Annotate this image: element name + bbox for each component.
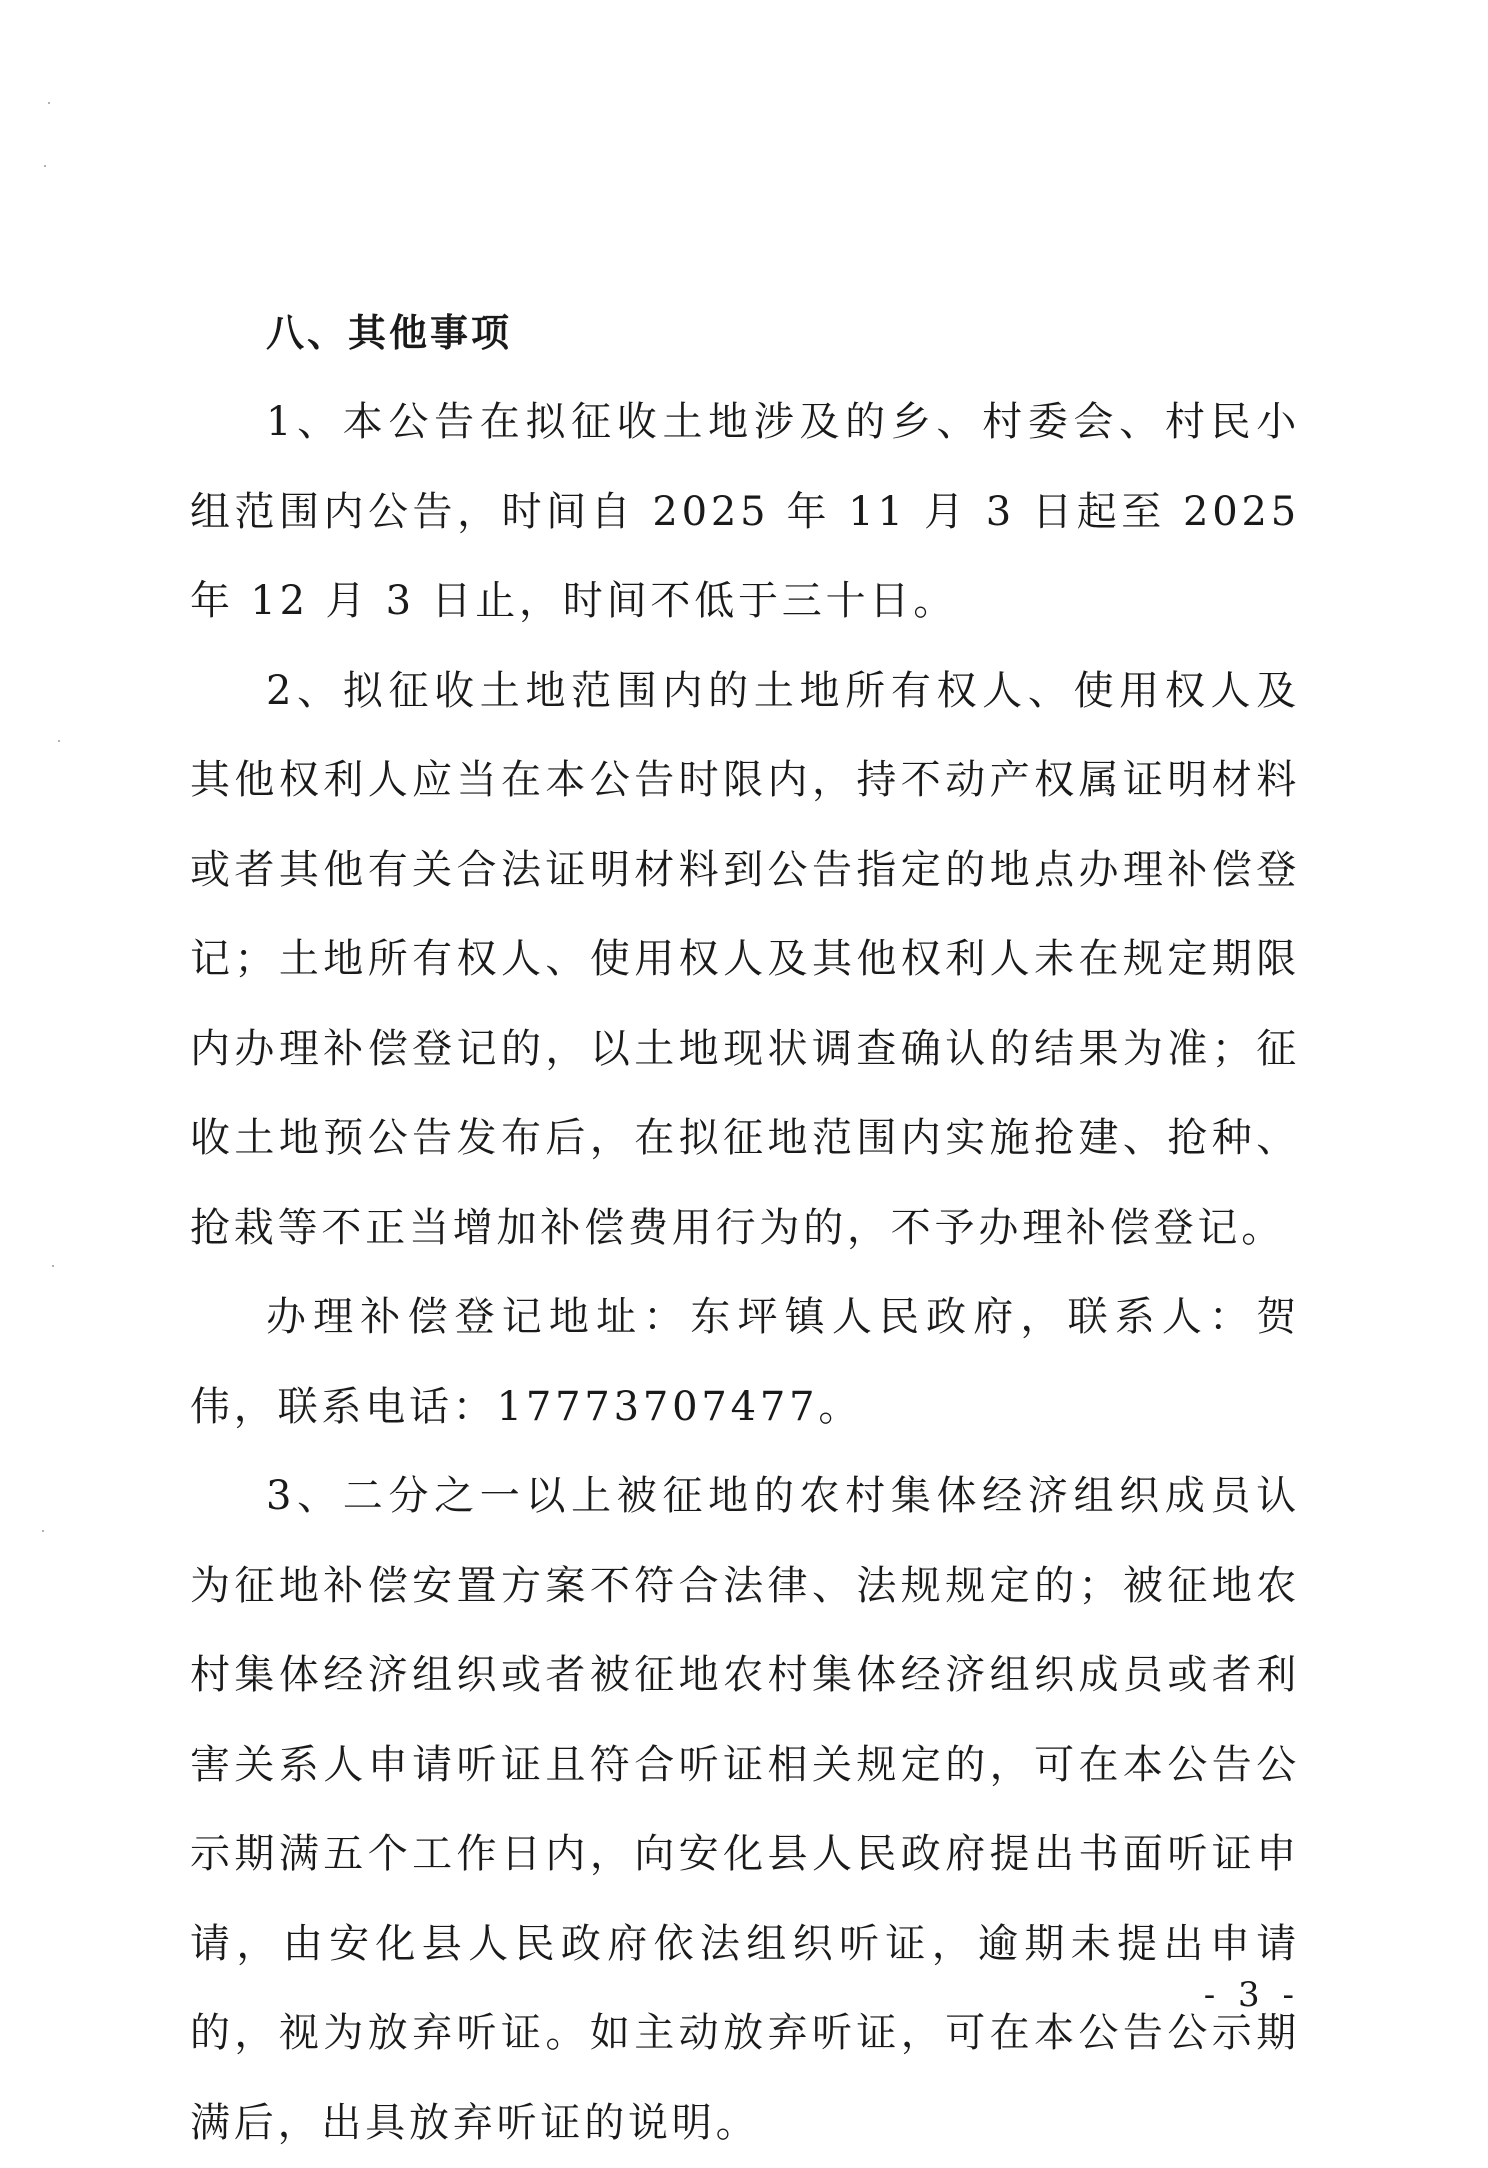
section-heading: 八、其他事项 <box>266 311 513 355</box>
page-number: - 3 - <box>1203 1975 1300 2015</box>
document-body <box>190 288 1300 2168</box>
paragraph-item-1: 1、本公告在拟征收土地涉及的乡、村委会、村民小组范围内公告，时间自 2025 年 11 月 3 日起至 2025 年 12 月 3 日止，时间不低于三十日。 <box>190 399 1300 624</box>
paragraph-item-2: 2、拟征收土地范围内的土地所有权人、使用权人及其他权利人应当在本公告时限内，持不动产权属证明材料或者其他有关合法证明材料到公告指定的地点办理补偿登记；土地所有权人、使用权人及其他权利人未在规定期限内办理补偿登记的，以土地现状调查确认的结果为准；征收土地预公告发布后，在拟征地范围内实施抢建、抢种、抢栽等不正当增加补偿费用行为的，不予办理补偿登记。 <box>190 667 1300 1251</box>
paragraph-item-3: 3、二分之一以上被征地的农村集体经济组织成员认为征地补偿安置方案不符合法律、法规规定的；被征地农村集体经济组织或者被征地农村集体经济组织成员或者利害关系人申请听证且符合听证相关规定的，可在本公告公示期满五个工作日内，向安化县人民政府提出书面听证申请，由安化县人民政府依法组织听证，逾期未提出申请的，视为放弃听证。如主动放弃听证，可在本公告公示期满后，出具放弃听证的说明。 <box>190 1473 1300 2146</box>
paragraph-registration-address: 办理补偿登记地址：东坪镇人民政府，联系人：贺伟，联系电话：17773707477。 <box>190 1294 1300 1430</box>
